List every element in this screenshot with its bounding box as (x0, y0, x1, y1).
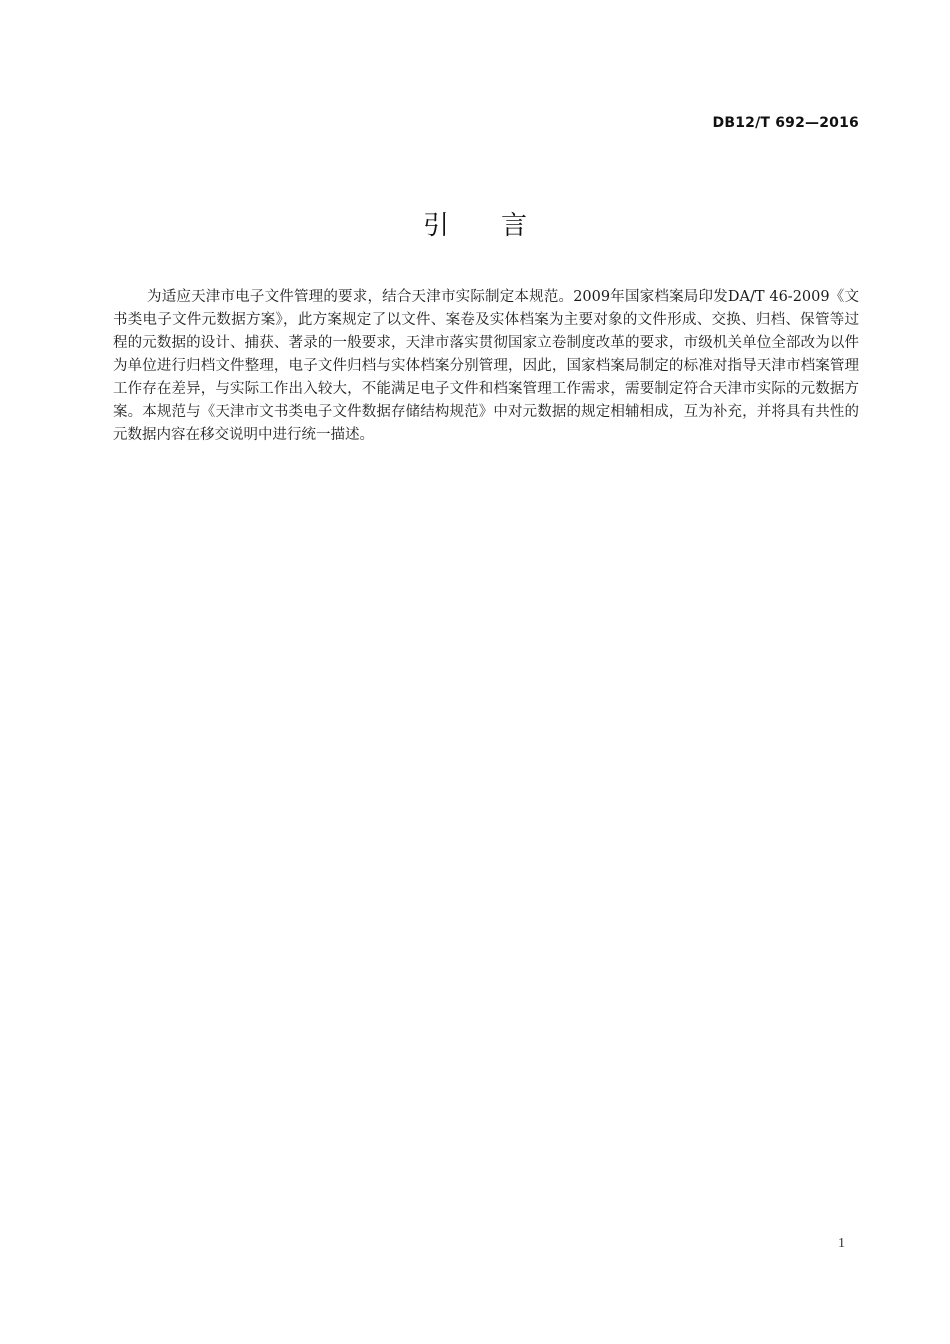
standard-code: DB12/T 692—2016 (712, 115, 859, 131)
page-number: 1 (838, 1236, 845, 1251)
introduction-paragraph: 为适应天津市电子文件管理的要求，结合天津市实际制定本规范。2009年国家档案局印发DA/T 46-2009《文书类电子文件元数据方案》，此方案规定了以文件、案卷及实体档案为主要对象的文件形成、交换、归档、保管等过程的元数据的设计、捕获、著录的一般要求，天津市落实贯彻国家立卷制度改革的要求，市级机关单位全部改为以件为单位进行归档文件整理，电子文件归档与实体档案分别管理，因此，国家档案局制定的标准对指导天津市档案管理工作存在差异，与实际工作出入较大，不能满足电子文件和档案管理工作需求，需要制定符合天津市实际的元数据方案。本规范与《天津市文书类电子文件数据存储结构规范》中对元数据的规定相辅相成，互为补充，并将具有共性的元数据内容在移交说明中进行统一描述。 (113, 289, 859, 443)
section-title: 引言 (422, 211, 579, 241)
